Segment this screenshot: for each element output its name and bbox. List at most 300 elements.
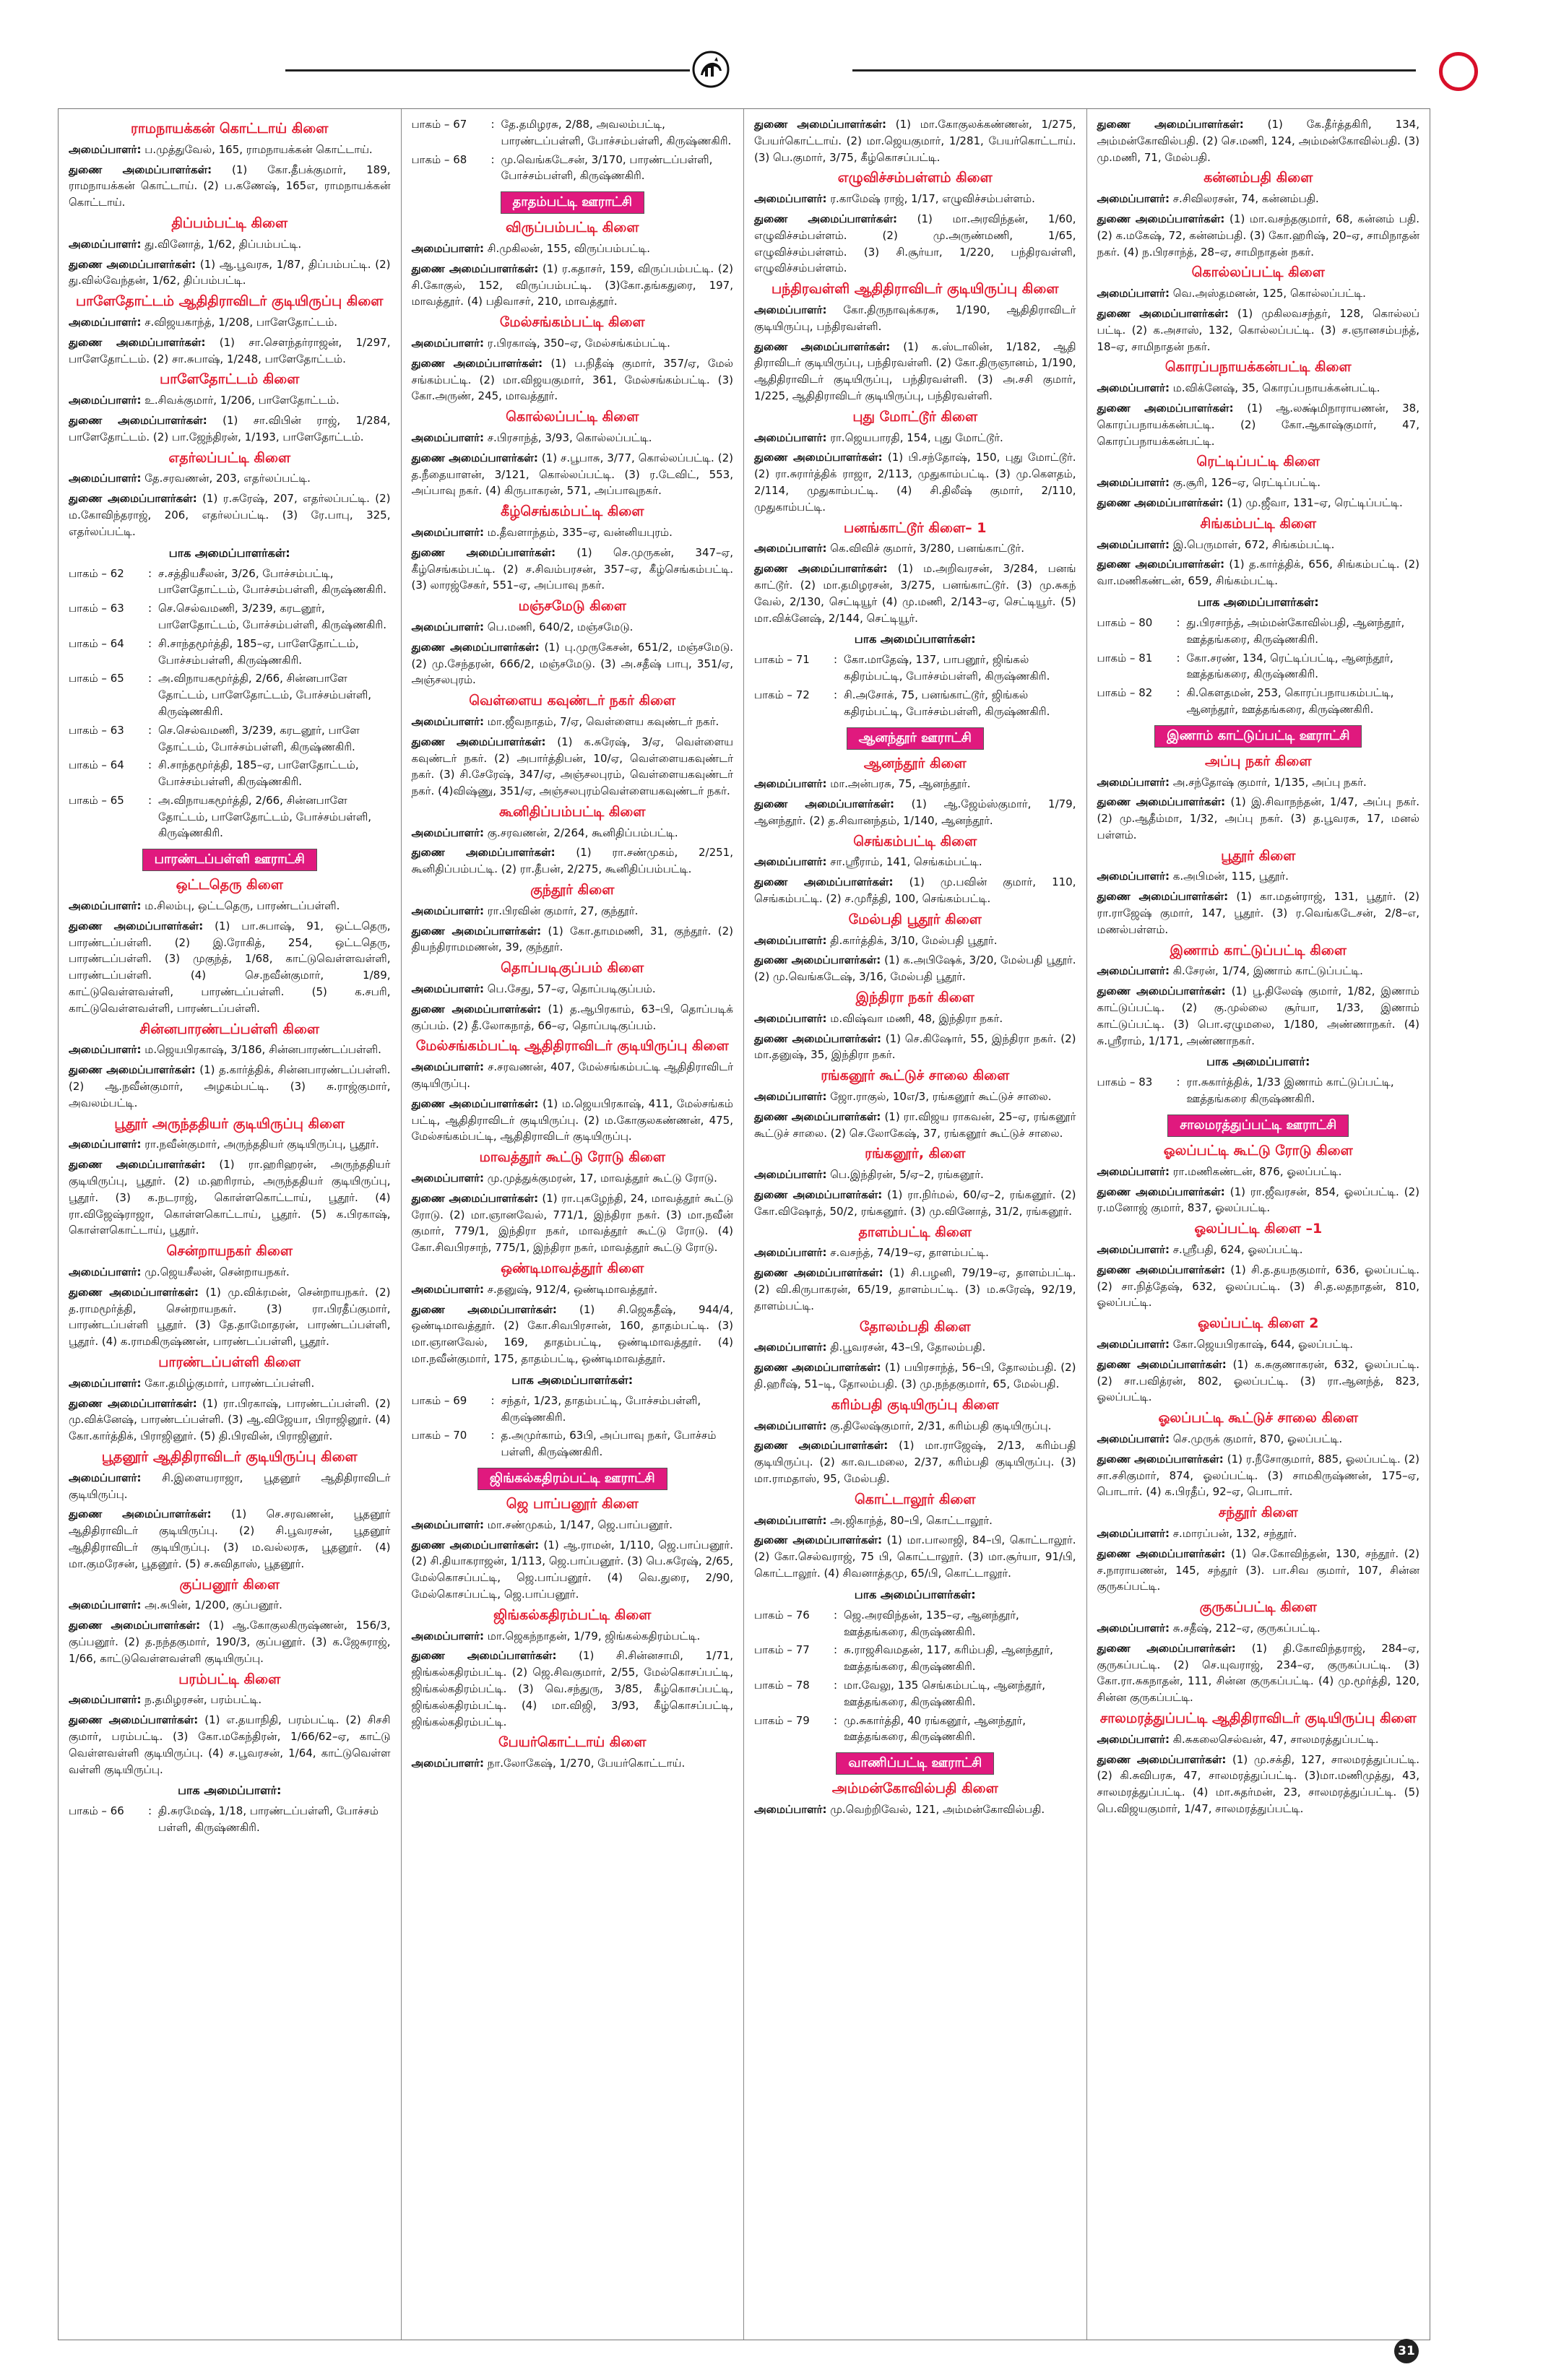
entry-text: ச.விஜயகாந்த், 1/208, பாளேதோட்டம். <box>144 315 338 329</box>
panchayat-banner: ஜிங்கல்கதிரம்பட்டி ஊராட்சி <box>477 1468 667 1490</box>
entry-text: சி.முகிலன், 155, விருப்பம்பட்டி. <box>487 241 651 255</box>
entry-text: தி.கார்த்திக், 3/10, மேல்பதி பூதூர். <box>830 933 998 947</box>
entry-text: மா.ஜெகந்நாதன், 1/79, ஜிங்கல்கதிரம்பட்டி. <box>487 1629 701 1643</box>
member-entry <box>754 1532 1076 1581</box>
branch-title: ரங்கனூர், கிளை <box>865 1146 966 1162</box>
entry-text: (1) எ.தயாநிதி, பரம்பட்டி. (2) சிசசி குமார், பரம்பட்டி. (3) கோ.மகேந்திரன், 1/66/62–ஏ, காட்டு வெள்ளவள்ளி குடியிருப்பு. (4) ச.பூவரசன், 1/64, காட்டுவெள்ள வள்ளி குடியிருப்பு. <box>69 1713 391 1776</box>
entry-text: அ.சந்தோஷ் குமார், 1/135, அப்பு நகர். <box>1172 775 1367 789</box>
entry-text: (1) க.அபிஷேக், 3/20, மேல்பதி பூதூர். (2) மு.வெங்கடேஷ், 3/16, மேல்பதி பூதூர். <box>754 953 1076 984</box>
member-entry <box>69 1617 391 1666</box>
booth-number: பாகம் – 71 <box>754 653 810 667</box>
entry-label: துணை அமைப்பாளர்கள்: <box>1097 1263 1226 1276</box>
member-entry <box>1097 983 1420 1049</box>
member-entry <box>754 1089 1076 1105</box>
member-entry <box>1097 380 1420 397</box>
entry-label: அமைப்பாளர்: <box>69 1043 142 1057</box>
member-entry <box>1097 963 1420 979</box>
entry-label: அமைப்பாளர்: <box>69 1376 142 1390</box>
member-entry <box>754 932 1076 949</box>
branch-title: மேல்சங்கம்பட்டி ஆதிதிராவிடர் குடியிருப்பு கிளை <box>415 1038 729 1055</box>
member-entry <box>412 355 734 404</box>
branch-title: வெள்ளைய கவுண்டர் நகர் கிளை <box>469 693 676 709</box>
entry-label: அமைப்பாளர்: <box>1097 1164 1170 1178</box>
entry-label: துணை அமைப்பாளர்கள்: <box>1097 306 1229 320</box>
booth-row <box>754 1677 1076 1710</box>
entry-label: அமைப்பாளர்: <box>1097 870 1170 883</box>
entry-label: அமைப்பாளர்: <box>754 430 827 444</box>
member-entry <box>412 844 734 878</box>
entry-label: அமைப்பாளர்: <box>411 241 484 255</box>
entry-text: (1) சா.சௌந்தர்ராஜன், 1/297, பாளேதோட்டம். (2) சா.சுபாஷ், 1/248, பாளேதோட்டம். <box>69 335 391 365</box>
member-entry <box>1097 1431 1420 1448</box>
member-entry <box>412 261 734 310</box>
member-entry <box>69 1395 391 1445</box>
entry-text: ச.வசந்த், 74/19–ஏ, தாளம்பட்டி. <box>830 1246 989 1260</box>
member-entry <box>412 545 734 594</box>
member-entry <box>1097 1356 1420 1406</box>
entry-text: (1) இ.சிவாநந்தன், 1/47, அப்பு நகர். (2) மு.ஆதீம்மா, 1/32, அப்பு நகர். (3) த.பூவரசு, 17, மனல் பள்ளம். <box>1097 795 1419 841</box>
entry-label: அமைப்பாளர்: <box>411 1629 484 1643</box>
entry-label: துணை அமைப்பாளர்கள்: <box>69 1507 212 1521</box>
entry-label: அமைப்பாளர்: <box>754 1011 827 1025</box>
column-1 <box>59 109 402 2340</box>
member-entry <box>754 1265 1076 1314</box>
branch-title: கொரப்பநாயக்கன்பட்டி கிளை <box>1164 359 1352 376</box>
entry-text: (1) சி.ஜெகதீஷ், 944/4, ஒண்டிமாவத்தூர். (2) கோ.சிவபிரசான், 160, தாதம்பட்டி. (3) மா.ஞானவேல், 169, தாதம்பட்டி, ஒண்டிமாவத்தூர். (4) மா.நவீன்குமார், 175, தாதம்பட்டி, ஒண்டிமாவத்தூர். <box>411 1302 734 1365</box>
booth-row <box>69 600 391 633</box>
entry-text: கெ.விவிச் குமார், 3/280, பனங்காட்டூர். <box>830 542 1024 555</box>
booth-details: ச.சத்தியசீலன், 3/26, போச்சம்பட்டி, பாளேதோட்டம், போச்சம்பள்ளி, கிருஷ்ணகிரி. <box>158 566 386 597</box>
member-entry <box>1097 1451 1420 1500</box>
branch-title: குருகப்பட்டி கிளை <box>1199 1599 1317 1616</box>
member-entry <box>69 1712 391 1778</box>
booth-details: தே.தமிழரசு, 2/88, அவலம்பட்டி, பாரண்டப்பள்ளி, போச்சம்பள்ளி, கிருஷ்ணகிரி. <box>501 118 732 147</box>
entry-text: து.வினோத், 1/62, திப்பம்பட்டி. <box>144 237 302 251</box>
entry-label: துணை அமைப்பாளர்கள்: <box>754 562 888 576</box>
member-entry <box>412 639 734 688</box>
entry-label: துணை அமைப்பாளர்கள்: <box>754 1031 882 1045</box>
entry-text: மா.அன்பரசு, 75, ஆனந்தூர். <box>830 777 971 791</box>
branch-title: சென்றாயநகர் கிளை <box>166 1243 293 1260</box>
booth-colon: : <box>148 602 152 615</box>
member-entry <box>412 903 734 919</box>
entry-label: துணை அமைப்பாளர்கள்: <box>1097 1357 1227 1371</box>
header-rule-left <box>285 69 690 72</box>
branch-title: மேல்சங்கம்பட்டி கிளை <box>499 314 645 331</box>
branch-title: ராமநாயக்கன் கொட்டாய் கிளை <box>131 121 329 137</box>
member-entry <box>1097 475 1420 491</box>
entry-text: ம.சிலம்பு, ஒட்டதெரு, பாரண்டப்பள்ளி. <box>144 899 340 913</box>
member-entry <box>69 256 391 290</box>
section-header: பாக அமைப்பாளர்: <box>1206 1055 1310 1069</box>
entry-text: ரா.நவீன்குமார், அருந்ததியர் குடியிருப்பு, பூதூர். <box>144 1138 379 1151</box>
entry-text: ச.ஸ்ரீபதி, 624, ஓலப்பட்டி. <box>1172 1243 1303 1257</box>
booth-colon: : <box>834 1643 838 1657</box>
entry-text: நா.லோகேஷ், 1/270, பேயர்கொட்டாய். <box>487 1757 686 1770</box>
booth-number: பாகம் – 80 <box>1097 615 1153 629</box>
entry-text: (1) கோ.தாமமணி, 31, குந்தூர். (2) தியந்திராமமணன், 39, குந்தூர். <box>411 924 733 954</box>
branch-title: சாலமரத்துப்பட்டி ஆதிதிராவிடர் குடியிருப்பு கிளை <box>1099 1710 1417 1726</box>
entry-text: ரா.மணிகண்டன், 876, ஓலப்பட்டி. <box>1172 1164 1342 1178</box>
branch-title: செங்கம்பட்டி கிளை <box>853 833 977 849</box>
booth-details: ரா.சுகார்த்திக், 1/33 இணாம் காட்டுப்பட்டி, ஊத்தங்கரை கிருஷ்ணகிரி. <box>1186 1076 1394 1106</box>
branch-title: ஓலப்பட்டி கிளை 2 <box>1198 1315 1319 1332</box>
entry-text: சு.சதீஷ், 212–ஏ, குருகப்பட்டி. <box>1172 1621 1321 1635</box>
branch-title: குந்தூர் கிளை <box>530 882 615 899</box>
member-entry <box>69 470 391 487</box>
branch-title: ஓலப்பட்டி கூட்டுச் சாலை கிளை <box>1158 1410 1359 1427</box>
entry-text: (1) பூ.திலேஷ் குமார், 1/82, இணாம் காட்டுப்பட்டி. (2) கு.முல்லை சூர்யா, 1/33, இணாம் காட்டுப்பட்டி. (3) பொ.ஏழுமலை, 1/180, அண்ணாநகர். (4) சு.ஸ்ரீராம், 1/171, அண்ணாநகர். <box>1097 985 1420 1047</box>
booth-number: பாகம் – 68 <box>411 152 467 166</box>
entry-label: அமைப்பாளர்: <box>69 394 142 407</box>
branch-title: மேல்பதி பூதூர் கிளை <box>848 911 982 927</box>
booth-colon: : <box>1176 686 1180 700</box>
entry-text: (1) மா.கோகுலக்கண்ணன், 1/275, பேயர்கொட்டாய். (2) மா.ஜெயகுமார், 1/281, பேயர்கொட்டாய். (3) பெ.குமார், 3/75, கீழ்கொசப்பட்டி. <box>754 118 1076 164</box>
member-entry <box>754 1011 1076 1027</box>
entry-label: அமைப்பாளர்: <box>411 904 484 917</box>
entry-text: பெ.சேது, 57–ஏ, தொப்படிகுப்பம். <box>487 982 656 996</box>
member-entry <box>754 952 1076 985</box>
entry-text: (1) சி.த.தயநகுமார், 636, ஓலப்பட்டி. (2) சா.நித்தேஷ், 632, ஓலப்பட்டி. (3) சி.த.லதநாதன், 810, ஓலப்பட்டி. <box>1097 1263 1419 1310</box>
branch-title: சின்னபாரண்டப்பள்ளி கிளை <box>139 1021 320 1037</box>
branch-title: தாளம்பட்டி கிளை <box>858 1224 972 1240</box>
member-entry <box>412 1096 734 1145</box>
member-entry <box>69 1156 391 1239</box>
member-entry <box>1097 1526 1420 1542</box>
member-entry <box>412 430 734 446</box>
entry-label: துணை அமைப்பாளர்கள்: <box>754 1439 889 1453</box>
booth-number: பாகம் – 72 <box>754 688 810 701</box>
member-entry <box>754 430 1076 446</box>
branch-title: ஒட்டதெரு கிளை <box>176 877 283 893</box>
member-entry <box>412 241 734 257</box>
entry-label: அமைப்பாளர்: <box>69 1693 142 1707</box>
entry-label: துணை அமைப்பாளர்கள்: <box>1097 401 1234 415</box>
section-header: பாக அமைப்பாளர்கள்: <box>854 632 976 646</box>
entry-text: ச.சிவிலரசன், 74, கன்னம்பதி. <box>1172 192 1319 206</box>
panchayat-banner: வாணிப்பட்டி ஊராட்சி <box>836 1752 994 1775</box>
branch-title: தொப்படிகுப்பம் கிளை <box>501 960 644 977</box>
entry-text: ச.தனுஷ், 912/4, ஒண்டிமாவத்தூர். <box>487 1282 658 1296</box>
booth-number: பாகம் – 79 <box>754 1713 810 1727</box>
member-entry <box>1097 1731 1420 1748</box>
member-entry <box>754 1187 1076 1220</box>
entry-text: ச.மாரப்பன், 132, சந்தூர். <box>1172 1526 1297 1540</box>
member-entry <box>754 1359 1076 1393</box>
panchayat-banner: இணாம் காட்டுப்பட்டி ஊராட்சி <box>1154 725 1362 748</box>
entry-label: அமைப்பாளர்: <box>754 1513 827 1527</box>
entry-text: சி.இளையராஜா, பூதனூர் ஆதிதிராவிடர் குடியிருப்பு. <box>69 1471 391 1501</box>
member-entry <box>1097 556 1420 589</box>
branch-title: பரம்பட்டி கிளை <box>178 1671 281 1687</box>
entry-label: அமைப்பாளர்: <box>1097 1432 1170 1445</box>
entry-label: துணை அமைப்பாளர்கள்: <box>1097 1641 1236 1655</box>
entry-label: அமைப்பாளர்: <box>754 855 827 869</box>
booth-row <box>69 757 391 790</box>
branch-title: ஒண்டிமாவத்தூர் கிளை <box>501 1260 644 1277</box>
booth-row <box>412 1393 734 1426</box>
entry-label: துணை அமைப்பாளர்கள்: <box>754 875 894 889</box>
booth-number: பாகம் – 63 <box>69 602 124 615</box>
booth-row <box>1097 1074 1420 1107</box>
member-entry <box>69 1375 391 1392</box>
booth-colon: : <box>148 636 152 650</box>
branch-title: பாரண்டப்பள்ளி கிளை <box>158 1354 301 1370</box>
branch-title: ரங்கனூர் கூட்டுச் சாலை கிளை <box>821 1068 1010 1084</box>
member-entry <box>1097 1640 1420 1706</box>
entry-label: அமைப்பாளர்: <box>411 1060 484 1074</box>
branch-title: ஆனந்தூர் கிளை <box>863 755 967 771</box>
booth-row <box>1097 615 1420 648</box>
entry-label: அமைப்பாளர்: <box>754 1090 827 1104</box>
member-entry <box>754 1339 1076 1356</box>
entry-text: கோ.திருநாவுக்கரசு, 1/190, ஆதிதிராவிடர் குடியிருப்பு, பந்திரவள்ளி. <box>754 303 1076 333</box>
entry-label: அமைப்பாளர்: <box>1097 1338 1170 1351</box>
member-entry <box>412 1059 734 1092</box>
entry-text: (1) ர.நீசோகுமார், 885, ஓலப்பட்டி. (2) சா.சசிகுமார், 874, ஓலப்பட்டி. (3) சாமகிருஷ்ணன், 175–ஏ, பொடார். (4) க.பிரதீப், 92–ஏ, பொடார். <box>1097 1452 1419 1499</box>
entry-label: அமைப்பாளர்: <box>754 303 827 316</box>
entry-label: அமைப்பாளர்: <box>754 933 827 947</box>
entry-text: ம.ஜெயபிரகாஷ், 3/186, சின்னபாரண்டப்பள்ளி. <box>144 1043 381 1057</box>
entry-text: பெ.மணி, 640/2, மஞ்சமேடு. <box>487 620 634 633</box>
branch-title: கன்னம்பதி கிளை <box>1203 170 1313 186</box>
booth-number: பாகம் – 69 <box>411 1393 467 1407</box>
entry-label: அமைப்பாளர்: <box>754 1802 827 1816</box>
entry-label: அமைப்பாளர்: <box>754 1246 827 1260</box>
entry-label: துணை அமைப்பாளர்கள்: <box>69 1285 199 1299</box>
entry-label: அமைப்பாளர்: <box>69 142 142 156</box>
entry-label: துணை அமைப்பாளர்கள்: <box>754 451 883 464</box>
entry-label: துணை அமைப்பாளர்கள்: <box>1097 1752 1227 1766</box>
entry-text: (1) ரா.சண்முகம், 2/251, கூனிதிப்பம்பட்டி. (2) ரா.தீபன், 2/275, கூனிதிப்பம்பட்டி. <box>411 846 733 876</box>
entry-label: துணை அமைப்பாளர்கள்: <box>411 1649 557 1663</box>
booth-number: பாகம் – 67 <box>411 118 467 131</box>
booth-colon: : <box>1176 615 1180 629</box>
branch-title: பூதூர் அருந்ததியர் குடியிருப்பு கிளை <box>114 1115 345 1132</box>
branch-title: பூதூர் கிளை <box>1221 847 1296 864</box>
page-number: 31 <box>1394 2339 1419 2363</box>
entry-label: துணை அமைப்பாளர்கள்: <box>411 1002 542 1016</box>
booth-row <box>412 152 734 185</box>
entry-label: துணை அமைப்பாளர்கள்: <box>411 451 538 464</box>
entry-text: ப.முத்துவேல், 165, ராமநாயக்கன் கொட்டாய். <box>144 142 373 156</box>
booth-details: செ.செல்வமணி, 3/239, கரடனூர், பாளேதோட்டம், போச்சம்பள்ளி, கிருஷ்ணகிரி. <box>158 602 386 631</box>
entry-label: துணை அமைப்பாளர்கள்: <box>1097 118 1244 131</box>
section-header: பாக அமைப்பாளர்: <box>178 1783 282 1798</box>
section-header: பாக அமைப்பாளர்கள்: <box>511 1372 634 1387</box>
branch-title: பனங்காட்டூர் கிளை– 1 <box>844 519 987 536</box>
booth-number: பாகம் – 64 <box>69 636 124 650</box>
branch-title: அப்பு நகர் கிளை <box>1204 753 1312 769</box>
branch-title: ரெட்டிப்பட்டி கிளை <box>1196 454 1321 470</box>
member-entry <box>754 561 1076 626</box>
entry-text: மு.முத்துக்குமரன், 17, மாவத்தூர் கூட்டு ரோடு. <box>487 1172 717 1185</box>
member-entry <box>69 490 391 540</box>
section-header: பாக அமைப்பாளர்கள்: <box>1197 594 1319 609</box>
entry-label: அமைப்பாளர்: <box>411 336 484 350</box>
member-entry <box>754 302 1076 335</box>
member-entry <box>412 450 734 499</box>
entry-text: உ.சிவக்குமார், 1/206, பாளேதோட்டம். <box>144 394 340 407</box>
member-entry <box>69 1692 391 1708</box>
branch-title: அம்மன்கோவில்பதி கிளை <box>831 1780 998 1797</box>
entry-label: அமைப்பாளர்: <box>754 192 827 206</box>
entry-text: (1) த.ஆபிரகாம், 63–பி, தொப்படிக் குப்பம். (2) தீ.லோகநாத், 66–ஏ, தொப்படிகுப்பம். <box>411 1002 734 1032</box>
member-entry <box>1097 1336 1420 1353</box>
entry-label: அமைப்பாளர்: <box>69 1598 142 1612</box>
entry-text: (1) பி.சந்தோஷ், 150, புது மோட்டூர். (2) ரா.சுரார்த்திக் ராஜா, 2/113, முதுகாம்பட்டி. (3) மு.கௌதம், 2/114, முதுகாம்பட்டி. (4) சி.திலீஷ் குமார், 2/110, முதுகாம்பட்டி. <box>754 451 1076 514</box>
entry-text: ம.விஷ்வா மணி, 48, இந்திரா நகர். <box>830 1011 1003 1025</box>
page-header <box>0 0 1543 101</box>
member-entry <box>1097 116 1420 165</box>
entry-label: அமைப்பாளர்: <box>69 315 142 329</box>
booth-number: பாகம் – 77 <box>754 1643 810 1657</box>
member-entry <box>754 874 1076 907</box>
member-entry <box>69 334 391 368</box>
booth-details: சி.அசோக், 75, பனங்காட்டூர், ஜிங்கல் கதிரம்பட்டி, போச்சம்பள்ளி, கிருஷ்ணகிரி. <box>844 688 1050 718</box>
entry-text: (1) மு.பவின் குமார், 110, செங்கம்பட்டி. (2) ச.முரீத்தி, 100, செங்கம்பட்டி. <box>754 875 1076 906</box>
entry-text: (1) ஆ.ஜேம்ஸ்குமார், 1/79, ஆனந்தூர். (2) த.சிவானந்தம், 1/140, ஆனந்தூர். <box>754 797 1076 827</box>
entry-text: (1) ர.கதாசர், 159, விருப்பம்பட்டி. (2) சி.கோகுல், 152, விருப்பம்பட்டி. (3)கோ.தங்கதுரை, 197, மாவத்தூர். (4) பதிவாசர், 210, மாவத்தூர். <box>411 261 733 308</box>
entry-text: ம.விக்னேஷ், 35, கொரப்பநாயக்கன்பட்டி. <box>1172 381 1380 395</box>
entry-text: ம.தீவளாந்தம், 335–ஏ, வன்னியபுரம். <box>487 525 673 539</box>
branch-title: கொல்லப்பட்டி கிளை <box>1191 264 1325 281</box>
entry-text: (1) ர.சுரேஷ், 207, எதர்லப்பட்டி. (2) ம.கோவிந்தராஜ், 206, எதர்லப்பட்டி. (3) ரே.பாபு, 325, எதர்லப்பட்டி. <box>69 492 391 538</box>
member-entry <box>69 1136 391 1153</box>
entry-label: துணை அமைப்பாளர்கள்: <box>754 1109 881 1123</box>
corner-circle-icon <box>1439 52 1478 91</box>
entry-label: அமைப்பாளர்: <box>411 714 484 728</box>
entry-label: துணை அமைப்பாளர்கள்: <box>1097 558 1225 571</box>
entry-label: அமைப்பாளர்: <box>69 1138 142 1151</box>
member-entry <box>754 191 1076 207</box>
branch-title: குப்பனூர் கிளை <box>179 1576 280 1593</box>
member-entry <box>1097 191 1420 207</box>
member-entry <box>1097 495 1420 511</box>
entry-text: (1) ம.ஜெயபிரகாஷ், 411, மேல்சங்கம் பட்டி, ஆதிதிராவிடர் குடியிருப்பு. (2) ம.கோகுலகண்ணன், 475, மேல்சங்கம்பட்டி, ஆதிதிராவிடர் குடியிருப்பு. <box>411 1096 733 1143</box>
entry-text: (1) பயிரசாந்த், 56–பி, தோலம்பதி. (2) தி.ஹரீஷ், 51–டி, தோலம்பதி. (3) மு.நந்தகுமார், 65, மேல்பதி. <box>754 1361 1076 1390</box>
member-entry <box>412 619 734 636</box>
branch-title: பாளேதோட்டம் ஆதிதிராவிடர் குடியிருப்பு கிளை <box>76 293 384 310</box>
member-entry <box>754 1109 1076 1142</box>
booth-colon: : <box>148 758 152 772</box>
member-entry <box>412 1190 734 1256</box>
booth-number: பாகம் – 65 <box>69 793 124 807</box>
entry-text: சா.ஸ்ரீராம், 141, செங்கம்பட்டி. <box>830 855 982 869</box>
entry-text: (1) மு.விக்ரமன், சென்றாயநகர். (2) த.ராமமூர்த்தி, சென்றாயநகர். (3) ரா.பிரதீப்குமார், பாரண்டப்பள்ளி பூதூர். (3) தே.தாமோதரன், பாரண்டப்பள்ளி, பூதூர். (4) க.ராமகிருஷ்ணன், பாரண்டப்பள்ளி, பூதூர். <box>69 1285 391 1349</box>
entry-text: ர.காமேஷ் ராஜ், 1/17, எழுவிச்சம்பள்ளம். <box>830 192 1035 206</box>
member-entry <box>1097 1262 1420 1311</box>
entry-text: கி.சேரன், 1/74, இணாம் காட்டுப்பட்டி. <box>1172 964 1363 978</box>
entry-text: தே.சரவணன், 203, எதர்லப்பட்டி. <box>144 472 311 485</box>
member-entry <box>69 898 391 914</box>
member-entry <box>754 540 1076 557</box>
branch-title: பந்திரவள்ளி ஆதிதிராவிடர் குடியிருப்பு கிளை <box>772 281 1059 298</box>
entry-text: (1) பா.சுபாஷ், 91, ஒட்டதெரு, பாரண்டப்பள்ளி. (2) இ.ரோகித், 254, ஒட்டதெரு, பாரண்டப்பள்ளி. (3) முகுந்த், 1/68, காட்டுவெள்ளவள்ளி, பாரண்டப்பள்ளி. (4) செ.நவீன்குமார், 1/89, காட்டுவெள்ளவள்ளி, பாரண்டப்பள்ளி. (5) க.சபரி, காட்டுவெள்ளவள்ளி, பாரண்டப்பள்ளி. <box>69 919 391 1015</box>
entry-text: (1) மா.ராஜேஷ், 2/13, கரிம்பதி குடியிருப்பு. (2) கா.வடமலை, 2/37, கரிம்பதி குடியிருப்பு. (3) மா.ராமதாஸ், 95, மேல்பதி. <box>754 1439 1076 1485</box>
booth-number: பாகம் – 83 <box>1097 1076 1153 1089</box>
entry-text: (1) தி.கோவிந்தராஜ், 284–ஏ, குருகப்பட்டி. (2) செ.யுவராஜ், 234–ஏ, குருகப்பட்டி. (3) கோ.ரா.சுகநாதன், 111, சின்ன குருகப்பட்டி. (4) மு.மூர்த்தி, 120, சின்ன குருகப்பட்டி. <box>1097 1641 1419 1705</box>
member-entry <box>412 714 734 730</box>
entry-label: துணை அமைப்பாளர்கள்: <box>411 1538 540 1552</box>
member-entry <box>69 1062 391 1111</box>
panchayat-banner: ஆனந்தூர் ஊராட்சி <box>847 727 984 750</box>
booth-row <box>754 687 1076 720</box>
booth-details: செ.செல்வமணி, 3/239, கரடனூர், பாளே தோட்டம், போச்சம்பள்ளி, கிருஷ்ணகிரி. <box>158 723 360 753</box>
entry-text: ச.சரவணன், 407, மேல்சங்கம்பட்டி ஆதிதிராவிடர் குடியிருப்பு. <box>411 1060 733 1091</box>
booth-number: பாகம் – 76 <box>754 1608 810 1622</box>
member-entry <box>412 1281 734 1298</box>
entry-text: (1) மா.அரவிந்தன், 1/60, எழுவிச்சம்பள்ளம். (2) மு.அருண்மணி, 1/65, எழுவிச்சம்பள்ளம். (3) சி.சூர்யா, 1/220, பந்திரவள்ளி, எழுவிச்சம்பள்ளம். <box>754 212 1076 275</box>
entry-label: துணை அமைப்பாளர்கள்: <box>69 257 196 271</box>
member-entry <box>69 1506 391 1572</box>
booth-row <box>69 1803 391 1836</box>
entry-label: துணை அமைப்பாளர்கள்: <box>411 640 540 654</box>
entry-text: (1) ரா.ஜீவரசன், 854, ஓலப்பட்டி. (2) ர.மனோஜ் குமார், 837, ஓலப்பட்டி. <box>1097 1185 1419 1215</box>
member-entry <box>1097 868 1420 885</box>
booth-number: பாகம் – 63 <box>69 723 124 737</box>
branch-title: ஜிங்கல்கதிரம்பட்டி கிளை <box>493 1606 652 1623</box>
booth-row <box>754 652 1076 685</box>
entry-text: மு.ஜெயசீலன், சென்றாயநகர். <box>144 1265 290 1279</box>
booth-row <box>754 1713 1076 1746</box>
entry-label: துணை அமைப்பாளர்கள்: <box>754 953 881 967</box>
booth-colon: : <box>148 566 152 580</box>
booth-details: கி.கௌதமன், 253, கொரப்பநாயகம்பட்டி, ஆனந்தூர், ஊத்தங்கரை, கிருஷ்ணகிரி. <box>1186 686 1394 716</box>
entry-label: துணை அமைப்பாளர்கள்: <box>411 846 556 860</box>
booth-details: கோ.மாதேஷ், 137, பாபனூர், ஜிங்கல் கதிரம்பட்டி, போச்சம்பள்ளி, கிருஷ்ணகிரி. <box>844 653 1050 683</box>
entry-text: (1) ரா.விஜய ராகவன், 25–ஏ, ரங்கனூர் கூட்டுச் சாலை. (2) செ.லோகேஷ், 37, ரங்கனூர் கூட்டுச் சாலை. <box>754 1109 1076 1140</box>
member-entry <box>412 335 734 352</box>
entry-text: மா.சண்முகம், 1/147, ஜெ.பாப்பனூர். <box>487 1518 673 1531</box>
branch-title: பூதனூர் ஆதிதிராவிடர் குடியிருப்பு கிளை <box>101 1448 358 1465</box>
branch-title: பேயர்கொட்டாய் கிளை <box>498 1734 647 1751</box>
entry-text: ச.பிரசாந்த், 3/93, கொல்லப்பட்டி. <box>487 430 652 444</box>
entry-label: அமைப்பாளர்: <box>1097 775 1170 789</box>
member-entry <box>69 162 391 211</box>
entry-text: (1) செ.கிஷோர், 55, இந்திரா நகர். (2) மா.தனுஷ், 35, இந்திரா நகர். <box>754 1031 1076 1062</box>
entry-text: (1) பு.முருகேசன், 651/2, மஞ்சமேடு. (2) மு.சேந்தரன், 666/2, மஞ்சமேடு. (3) அ.சதீஷ் பாபு, 351/ஏ, அஞ்சலபுரம். <box>411 640 734 687</box>
entry-text: (1) ஆ.பூவரசு, 1/87, திப்பம்பட்டி. (2) து.வில்வேந்தன், 1/62, திப்பம்பட்டி. <box>69 257 391 287</box>
entry-label: துணை அமைப்பாளர்கள்: <box>1097 1452 1224 1466</box>
entry-text: (1) ரா.பிரகாஷ், பாரண்டப்பள்ளி. (2) மு.விக்னேஷ், பாரண்டப்பள்ளி. (3) ஆ.விஜேயா, பிராஜினூர். (4) கோ.கார்த்திக், பிராஜினூர். (5) தி.பிரவின், பிராஜினூர். <box>69 1396 391 1443</box>
member-entry <box>1097 306 1420 355</box>
entry-label: துணை அமைப்பாளர்கள்: <box>754 1188 883 1202</box>
entry-text: (1) ஆ.லக்ஷ்மிநாராயணன், 38, கொரப்பநாயக்கன்பட்டி. (2) கோ.ஆகாஷ்குமார், 47, கொரப்பநாயக்கன்பட்டி. <box>1097 401 1419 448</box>
entry-text: (1) த.கார்த்திக், 656, சிங்கம்பட்டி. (2) வா.மணிகண்டன், 659, சிங்கம்பட்டி. <box>1097 558 1419 588</box>
booth-colon: : <box>1176 1076 1180 1089</box>
entry-label: துணை அமைப்பாளர்கள்: <box>69 492 197 506</box>
entry-text: க.அபிமன், 115, பூதூர். <box>1172 870 1289 883</box>
entry-label: துணை அமைப்பாளர்கள்: <box>69 1063 196 1077</box>
entry-text: (1) ச.பூபாசு, 3/77, கொல்லப்பட்டி. (2) த.நீதையாளன், 3/121, கொல்லப்பட்டி. (3) ர.டேவிட், 553, அப்பாவு நகர். (4) கிருபாகரன், 571, அப்பாவுநகர். <box>411 451 733 498</box>
member-entry <box>1097 1164 1420 1180</box>
entry-label: அமைப்பாளர்: <box>754 777 827 791</box>
entry-label: அமைப்பாளர்: <box>1097 1243 1170 1257</box>
section-header: பாக அமைப்பாளர்கள்: <box>854 1587 976 1601</box>
entry-text: மா.ஜீவநாதம், 7/ஏ, வெள்ளைய கவுண்டர் நகர். <box>487 714 719 728</box>
member-entry <box>1097 1242 1420 1258</box>
entry-label: துணை அமைப்பாளர்கள்: <box>754 339 891 353</box>
entry-text: (1) ஆ.ராமன், 1/110, ஜெ.பாப்பனூர். (2) சி.தியாகராஜன், 1/113, ஜெ.பாப்பனூர். (3) பெ.சுரேஷ், 2/65, மேல்கொசப்பட்டி, ஜெ.பாப்பனூர். (4) வெ.துரை, 2/90, மேல்கொசப்பட்டி, ஜெ.பாப்பனூர். <box>411 1538 733 1601</box>
booth-colon: : <box>490 1429 495 1442</box>
member-entry <box>1097 794 1420 843</box>
booth-row <box>412 1427 734 1461</box>
entry-text: (1) சா.விபின் ராஜ், 1/284, பாளேதோட்டம். (2) பா.ஜேந்திரன், 1/193, பாளேதோட்டம். <box>69 413 391 443</box>
member-entry <box>754 1245 1076 1261</box>
member-entry <box>412 1537 734 1603</box>
branch-title: திப்பம்பட்டி கிளை <box>171 215 288 231</box>
